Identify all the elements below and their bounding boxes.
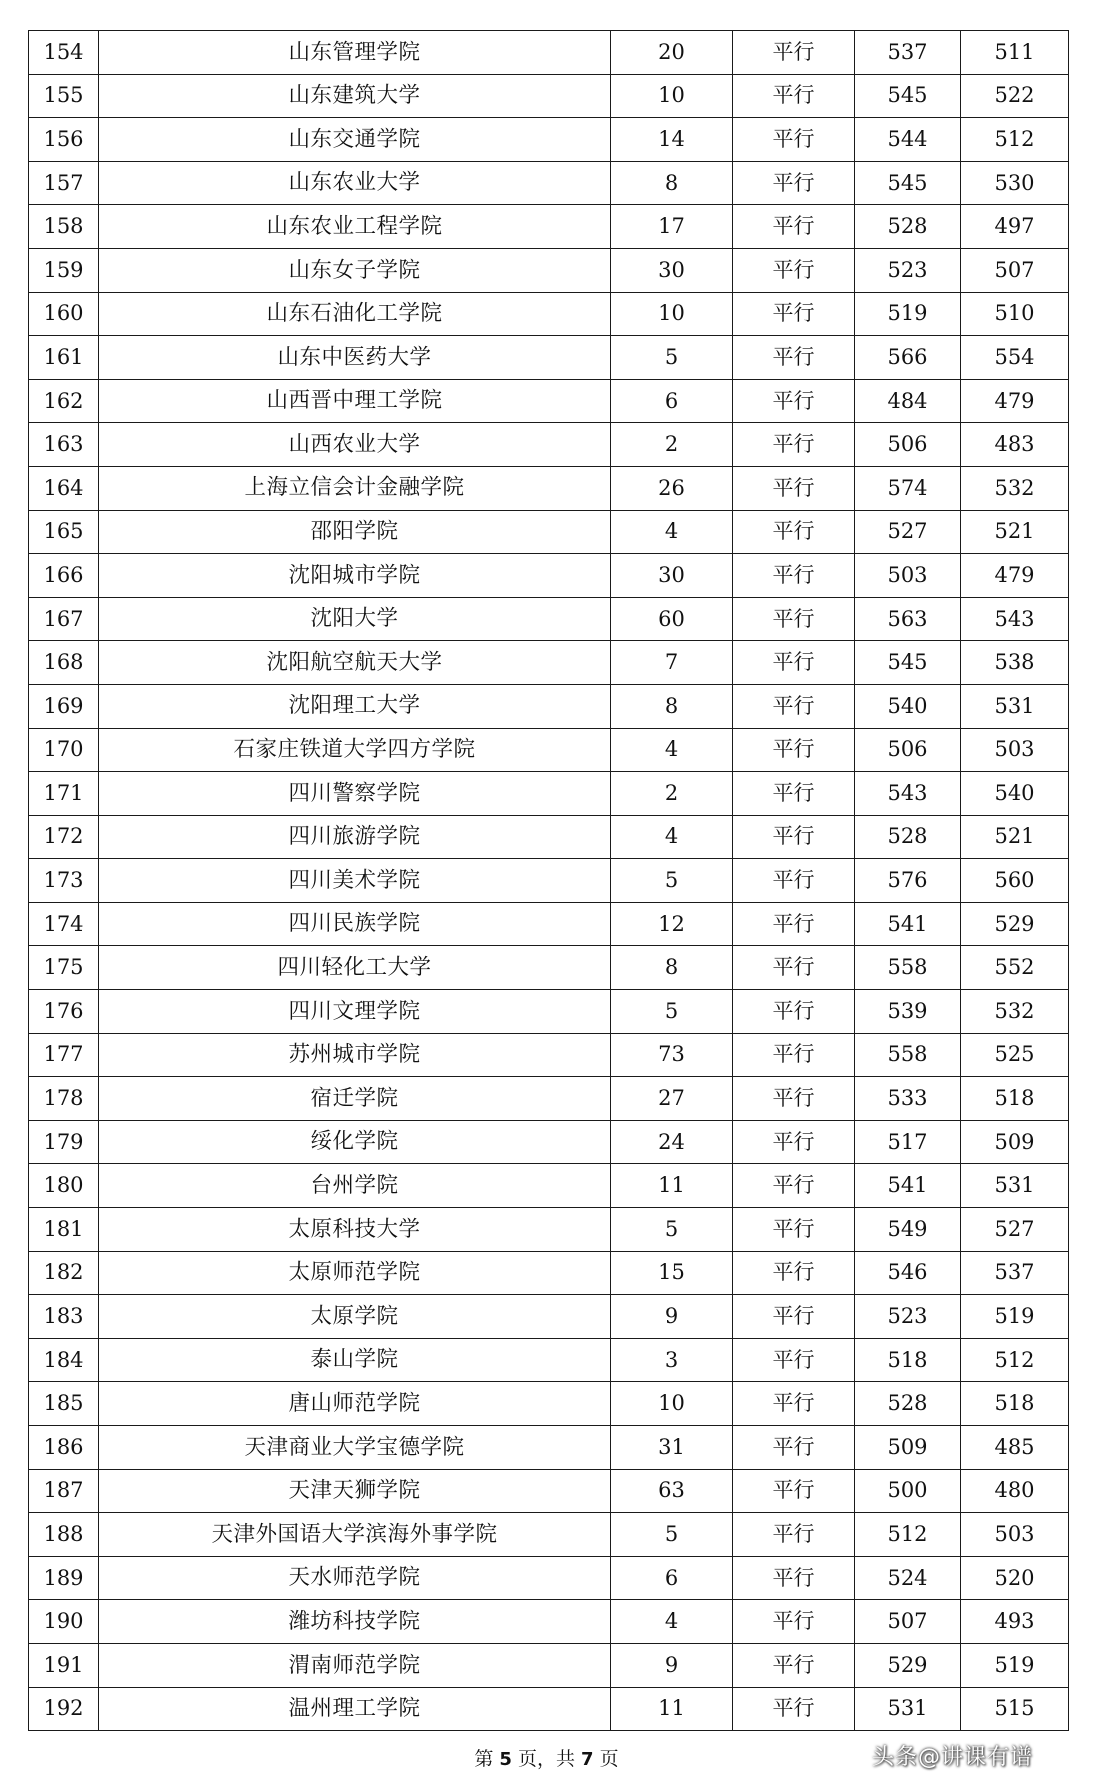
table-row xyxy=(29,815,1069,859)
school-name-cell: 四川美术学院 xyxy=(99,859,611,903)
batch-type-cell: 平行 xyxy=(733,510,855,554)
table-row xyxy=(29,772,1069,816)
row-index-cell: 183 xyxy=(29,1295,99,1339)
min-score-cell: 552 xyxy=(961,946,1069,990)
plan-count-cell: 14 xyxy=(611,118,733,162)
row-index-cell: 166 xyxy=(29,554,99,598)
table-body xyxy=(29,31,1069,1731)
plan-count-cell: 4 xyxy=(611,1600,733,1644)
school-name-cell: 四川旅游学院 xyxy=(99,815,611,859)
table-row xyxy=(29,728,1069,772)
min-score-cell: 483 xyxy=(961,423,1069,467)
school-name-cell: 四川民族学院 xyxy=(99,902,611,946)
min-score-cell: 532 xyxy=(961,990,1069,1034)
row-index-cell: 191 xyxy=(29,1643,99,1687)
min-score-cell: 520 xyxy=(961,1556,1069,1600)
footer-page-number: 5 xyxy=(499,1749,512,1770)
max-score-cell: 517 xyxy=(855,1120,961,1164)
row-index-cell: 158 xyxy=(29,205,99,249)
row-index-cell: 178 xyxy=(29,1077,99,1121)
batch-type-cell: 平行 xyxy=(733,1426,855,1470)
plan-count-cell: 10 xyxy=(611,1382,733,1426)
row-index-cell: 182 xyxy=(29,1251,99,1295)
batch-type-cell: 平行 xyxy=(733,292,855,336)
plan-count-cell: 8 xyxy=(611,161,733,205)
batch-type-cell: 平行 xyxy=(733,31,855,75)
table-row xyxy=(29,946,1069,990)
plan-count-cell: 12 xyxy=(611,902,733,946)
table-row xyxy=(29,684,1069,728)
batch-type-cell: 平行 xyxy=(733,990,855,1034)
plan-count-cell: 15 xyxy=(611,1251,733,1295)
table-row xyxy=(29,1687,1069,1731)
max-score-cell: 528 xyxy=(855,815,961,859)
min-score-cell: 522 xyxy=(961,74,1069,118)
row-index-cell: 184 xyxy=(29,1338,99,1382)
min-score-cell: 515 xyxy=(961,1687,1069,1731)
table-row xyxy=(29,248,1069,292)
max-score-cell: 539 xyxy=(855,990,961,1034)
batch-type-cell: 平行 xyxy=(733,728,855,772)
min-score-cell: 527 xyxy=(961,1208,1069,1252)
max-score-cell: 546 xyxy=(855,1251,961,1295)
row-index-cell: 179 xyxy=(29,1120,99,1164)
school-name-cell: 天水师范学院 xyxy=(99,1556,611,1600)
table-row xyxy=(29,1251,1069,1295)
table-row xyxy=(29,1426,1069,1470)
max-score-cell: 512 xyxy=(855,1513,961,1557)
footer-prefix: 第 xyxy=(474,1748,494,1770)
plan-count-cell: 73 xyxy=(611,1033,733,1077)
table-row xyxy=(29,1600,1069,1644)
row-index-cell: 172 xyxy=(29,815,99,859)
min-score-cell: 507 xyxy=(961,248,1069,292)
batch-type-cell: 平行 xyxy=(733,248,855,292)
batch-type-cell: 平行 xyxy=(733,1120,855,1164)
plan-count-cell: 27 xyxy=(611,1077,733,1121)
max-score-cell: 541 xyxy=(855,902,961,946)
school-name-cell: 上海立信会计金融学院 xyxy=(99,466,611,510)
min-score-cell: 479 xyxy=(961,379,1069,423)
max-score-cell: 507 xyxy=(855,1600,961,1644)
table-row xyxy=(29,379,1069,423)
school-name-cell: 太原师范学院 xyxy=(99,1251,611,1295)
table-row xyxy=(29,554,1069,598)
table-row xyxy=(29,1513,1069,1557)
batch-type-cell: 平行 xyxy=(733,1687,855,1731)
table-row xyxy=(29,1556,1069,1600)
plan-count-cell: 20 xyxy=(611,31,733,75)
admission-table xyxy=(28,30,1069,1731)
batch-type-cell: 平行 xyxy=(733,1077,855,1121)
plan-count-cell: 8 xyxy=(611,684,733,728)
row-index-cell: 160 xyxy=(29,292,99,336)
min-score-cell: 512 xyxy=(961,1338,1069,1382)
min-score-cell: 531 xyxy=(961,1164,1069,1208)
batch-type-cell: 平行 xyxy=(733,641,855,685)
batch-type-cell: 平行 xyxy=(733,1643,855,1687)
max-score-cell: 523 xyxy=(855,1295,961,1339)
plan-count-cell: 6 xyxy=(611,1556,733,1600)
school-name-cell: 太原学院 xyxy=(99,1295,611,1339)
batch-type-cell: 平行 xyxy=(733,161,855,205)
plan-count-cell: 3 xyxy=(611,1338,733,1382)
min-score-cell: 479 xyxy=(961,554,1069,598)
row-index-cell: 192 xyxy=(29,1687,99,1731)
min-score-cell: 518 xyxy=(961,1077,1069,1121)
batch-type-cell: 平行 xyxy=(733,1251,855,1295)
table-row xyxy=(29,466,1069,510)
plan-count-cell: 26 xyxy=(611,466,733,510)
max-score-cell: 558 xyxy=(855,1033,961,1077)
table-row xyxy=(29,1077,1069,1121)
max-score-cell: 541 xyxy=(855,1164,961,1208)
batch-type-cell: 平行 xyxy=(733,1208,855,1252)
min-score-cell: 540 xyxy=(961,772,1069,816)
max-score-cell: 545 xyxy=(855,74,961,118)
plan-count-cell: 4 xyxy=(611,728,733,772)
school-name-cell: 四川警察学院 xyxy=(99,772,611,816)
plan-count-cell: 5 xyxy=(611,336,733,380)
table-row xyxy=(29,1164,1069,1208)
table-row xyxy=(29,292,1069,336)
school-name-cell: 太原科技大学 xyxy=(99,1208,611,1252)
batch-type-cell: 平行 xyxy=(733,554,855,598)
max-score-cell: 527 xyxy=(855,510,961,554)
school-name-cell: 山东石油化工学院 xyxy=(99,292,611,336)
max-score-cell: 563 xyxy=(855,597,961,641)
school-name-cell: 宿迁学院 xyxy=(99,1077,611,1121)
school-name-cell: 山东建筑大学 xyxy=(99,74,611,118)
row-index-cell: 156 xyxy=(29,118,99,162)
table-row xyxy=(29,1469,1069,1513)
row-index-cell: 159 xyxy=(29,248,99,292)
min-score-cell: 525 xyxy=(961,1033,1069,1077)
table-row xyxy=(29,902,1069,946)
plan-count-cell: 4 xyxy=(611,510,733,554)
row-index-cell: 170 xyxy=(29,728,99,772)
min-score-cell: 531 xyxy=(961,684,1069,728)
max-score-cell: 531 xyxy=(855,1687,961,1731)
row-index-cell: 162 xyxy=(29,379,99,423)
max-score-cell: 529 xyxy=(855,1643,961,1687)
plan-count-cell: 30 xyxy=(611,554,733,598)
batch-type-cell: 平行 xyxy=(733,902,855,946)
table-row xyxy=(29,1295,1069,1339)
footer-total-pages: 7 xyxy=(581,1749,594,1770)
min-score-cell: 560 xyxy=(961,859,1069,903)
batch-type-cell: 平行 xyxy=(733,118,855,162)
batch-type-cell: 平行 xyxy=(733,423,855,467)
max-score-cell: 506 xyxy=(855,423,961,467)
row-index-cell: 168 xyxy=(29,641,99,685)
min-score-cell: 480 xyxy=(961,1469,1069,1513)
school-name-cell: 山东农业大学 xyxy=(99,161,611,205)
max-score-cell: 518 xyxy=(855,1338,961,1382)
school-name-cell: 四川轻化工大学 xyxy=(99,946,611,990)
school-name-cell: 沈阳城市学院 xyxy=(99,554,611,598)
min-score-cell: 543 xyxy=(961,597,1069,641)
plan-count-cell: 30 xyxy=(611,248,733,292)
max-score-cell: 543 xyxy=(855,772,961,816)
school-name-cell: 渭南师范学院 xyxy=(99,1643,611,1687)
min-score-cell: 493 xyxy=(961,1600,1069,1644)
admission-table-container xyxy=(28,30,1068,1731)
plan-count-cell: 9 xyxy=(611,1295,733,1339)
school-name-cell: 沈阳大学 xyxy=(99,597,611,641)
row-index-cell: 161 xyxy=(29,336,99,380)
school-name-cell: 绥化学院 xyxy=(99,1120,611,1164)
batch-type-cell: 平行 xyxy=(733,859,855,903)
batch-type-cell: 平行 xyxy=(733,1295,855,1339)
batch-type-cell: 平行 xyxy=(733,1600,855,1644)
max-score-cell: 503 xyxy=(855,554,961,598)
row-index-cell: 155 xyxy=(29,74,99,118)
school-name-cell: 山东女子学院 xyxy=(99,248,611,292)
row-index-cell: 190 xyxy=(29,1600,99,1644)
max-score-cell: 545 xyxy=(855,161,961,205)
max-score-cell: 500 xyxy=(855,1469,961,1513)
row-index-cell: 189 xyxy=(29,1556,99,1600)
batch-type-cell: 平行 xyxy=(733,772,855,816)
school-name-cell: 四川文理学院 xyxy=(99,990,611,1034)
plan-count-cell: 17 xyxy=(611,205,733,249)
min-score-cell: 519 xyxy=(961,1643,1069,1687)
school-name-cell: 温州理工学院 xyxy=(99,1687,611,1731)
plan-count-cell: 7 xyxy=(611,641,733,685)
min-score-cell: 510 xyxy=(961,292,1069,336)
table-row xyxy=(29,205,1069,249)
batch-type-cell: 平行 xyxy=(733,684,855,728)
school-name-cell: 泰山学院 xyxy=(99,1338,611,1382)
school-name-cell: 台州学院 xyxy=(99,1164,611,1208)
plan-count-cell: 5 xyxy=(611,990,733,1034)
row-index-cell: 164 xyxy=(29,466,99,510)
min-score-cell: 518 xyxy=(961,1382,1069,1426)
batch-type-cell: 平行 xyxy=(733,815,855,859)
school-name-cell: 潍坊科技学院 xyxy=(99,1600,611,1644)
school-name-cell: 沈阳航空航天大学 xyxy=(99,641,611,685)
batch-type-cell: 平行 xyxy=(733,1164,855,1208)
min-score-cell: 485 xyxy=(961,1426,1069,1470)
min-score-cell: 512 xyxy=(961,118,1069,162)
batch-type-cell: 平行 xyxy=(733,1382,855,1426)
table-row xyxy=(29,1208,1069,1252)
table-row xyxy=(29,510,1069,554)
plan-count-cell: 31 xyxy=(611,1426,733,1470)
row-index-cell: 163 xyxy=(29,423,99,467)
row-index-cell: 165 xyxy=(29,510,99,554)
school-name-cell: 山西农业大学 xyxy=(99,423,611,467)
row-index-cell: 171 xyxy=(29,772,99,816)
batch-type-cell: 平行 xyxy=(733,379,855,423)
plan-count-cell: 5 xyxy=(611,1208,733,1252)
school-name-cell: 唐山师范学院 xyxy=(99,1382,611,1426)
school-name-cell: 苏州城市学院 xyxy=(99,1033,611,1077)
school-name-cell: 石家庄铁道大学四方学院 xyxy=(99,728,611,772)
min-score-cell: 530 xyxy=(961,161,1069,205)
school-name-cell: 邵阳学院 xyxy=(99,510,611,554)
row-index-cell: 176 xyxy=(29,990,99,1034)
school-name-cell: 天津天狮学院 xyxy=(99,1469,611,1513)
footer-middle: 页，共 xyxy=(517,1748,575,1770)
plan-count-cell: 24 xyxy=(611,1120,733,1164)
table-row xyxy=(29,1643,1069,1687)
max-score-cell: 545 xyxy=(855,641,961,685)
plan-count-cell: 10 xyxy=(611,74,733,118)
row-index-cell: 154 xyxy=(29,31,99,75)
min-score-cell: 538 xyxy=(961,641,1069,685)
table-row xyxy=(29,1120,1069,1164)
max-score-cell: 549 xyxy=(855,1208,961,1252)
table-row xyxy=(29,859,1069,903)
max-score-cell: 528 xyxy=(855,1382,961,1426)
min-score-cell: 509 xyxy=(961,1120,1069,1164)
min-score-cell: 529 xyxy=(961,902,1069,946)
plan-count-cell: 8 xyxy=(611,946,733,990)
table-row xyxy=(29,31,1069,75)
plan-count-cell: 10 xyxy=(611,292,733,336)
row-index-cell: 181 xyxy=(29,1208,99,1252)
table-row xyxy=(29,423,1069,467)
min-score-cell: 503 xyxy=(961,728,1069,772)
table-row xyxy=(29,161,1069,205)
max-score-cell: 484 xyxy=(855,379,961,423)
table-row xyxy=(29,597,1069,641)
plan-count-cell: 5 xyxy=(611,859,733,903)
school-name-cell: 天津商业大学宝德学院 xyxy=(99,1426,611,1470)
watermark: 头条@讲课有谱 xyxy=(871,1745,1033,1770)
table-row xyxy=(29,1382,1069,1426)
table-row xyxy=(29,118,1069,162)
table-row xyxy=(29,1338,1069,1382)
batch-type-cell: 平行 xyxy=(733,1033,855,1077)
table-row xyxy=(29,641,1069,685)
plan-count-cell: 11 xyxy=(611,1687,733,1731)
min-score-cell: 521 xyxy=(961,510,1069,554)
batch-type-cell: 平行 xyxy=(733,74,855,118)
plan-count-cell: 4 xyxy=(611,815,733,859)
plan-count-cell: 6 xyxy=(611,379,733,423)
batch-type-cell: 平行 xyxy=(733,1469,855,1513)
batch-type-cell: 平行 xyxy=(733,336,855,380)
row-index-cell: 169 xyxy=(29,684,99,728)
table-row xyxy=(29,336,1069,380)
batch-type-cell: 平行 xyxy=(733,946,855,990)
min-score-cell: 537 xyxy=(961,1251,1069,1295)
row-index-cell: 175 xyxy=(29,946,99,990)
plan-count-cell: 60 xyxy=(611,597,733,641)
school-name-cell: 山东交通学院 xyxy=(99,118,611,162)
row-index-cell: 180 xyxy=(29,1164,99,1208)
school-name-cell: 山东管理学院 xyxy=(99,31,611,75)
min-score-cell: 521 xyxy=(961,815,1069,859)
row-index-cell: 187 xyxy=(29,1469,99,1513)
batch-type-cell: 平行 xyxy=(733,597,855,641)
max-score-cell: 540 xyxy=(855,684,961,728)
min-score-cell: 554 xyxy=(961,336,1069,380)
row-index-cell: 174 xyxy=(29,902,99,946)
min-score-cell: 503 xyxy=(961,1513,1069,1557)
school-name-cell: 山西晋中理工学院 xyxy=(99,379,611,423)
table-row xyxy=(29,1033,1069,1077)
min-score-cell: 519 xyxy=(961,1295,1069,1339)
max-score-cell: 533 xyxy=(855,1077,961,1121)
batch-type-cell: 平行 xyxy=(733,1513,855,1557)
row-index-cell: 157 xyxy=(29,161,99,205)
batch-type-cell: 平行 xyxy=(733,466,855,510)
school-name-cell: 沈阳理工大学 xyxy=(99,684,611,728)
max-score-cell: 558 xyxy=(855,946,961,990)
max-score-cell: 523 xyxy=(855,248,961,292)
plan-count-cell: 9 xyxy=(611,1643,733,1687)
row-index-cell: 188 xyxy=(29,1513,99,1557)
max-score-cell: 506 xyxy=(855,728,961,772)
table-row xyxy=(29,74,1069,118)
batch-type-cell: 平行 xyxy=(733,1338,855,1382)
batch-type-cell: 平行 xyxy=(733,205,855,249)
school-name-cell: 山东农业工程学院 xyxy=(99,205,611,249)
max-score-cell: 528 xyxy=(855,205,961,249)
row-index-cell: 185 xyxy=(29,1382,99,1426)
plan-count-cell: 11 xyxy=(611,1164,733,1208)
plan-count-cell: 2 xyxy=(611,772,733,816)
min-score-cell: 511 xyxy=(961,31,1069,75)
max-score-cell: 544 xyxy=(855,118,961,162)
plan-count-cell: 5 xyxy=(611,1513,733,1557)
table-row xyxy=(29,990,1069,1034)
max-score-cell: 566 xyxy=(855,336,961,380)
plan-count-cell: 2 xyxy=(611,423,733,467)
footer-suffix: 页 xyxy=(599,1748,619,1770)
row-index-cell: 186 xyxy=(29,1426,99,1470)
row-index-cell: 177 xyxy=(29,1033,99,1077)
max-score-cell: 519 xyxy=(855,292,961,336)
max-score-cell: 524 xyxy=(855,1556,961,1600)
min-score-cell: 532 xyxy=(961,466,1069,510)
max-score-cell: 576 xyxy=(855,859,961,903)
batch-type-cell: 平行 xyxy=(733,1556,855,1600)
min-score-cell: 497 xyxy=(961,205,1069,249)
max-score-cell: 509 xyxy=(855,1426,961,1470)
school-name-cell: 天津外国语大学滨海外事学院 xyxy=(99,1513,611,1557)
max-score-cell: 537 xyxy=(855,31,961,75)
row-index-cell: 173 xyxy=(29,859,99,903)
school-name-cell: 山东中医药大学 xyxy=(99,336,611,380)
row-index-cell: 167 xyxy=(29,597,99,641)
plan-count-cell: 63 xyxy=(611,1469,733,1513)
max-score-cell: 574 xyxy=(855,466,961,510)
